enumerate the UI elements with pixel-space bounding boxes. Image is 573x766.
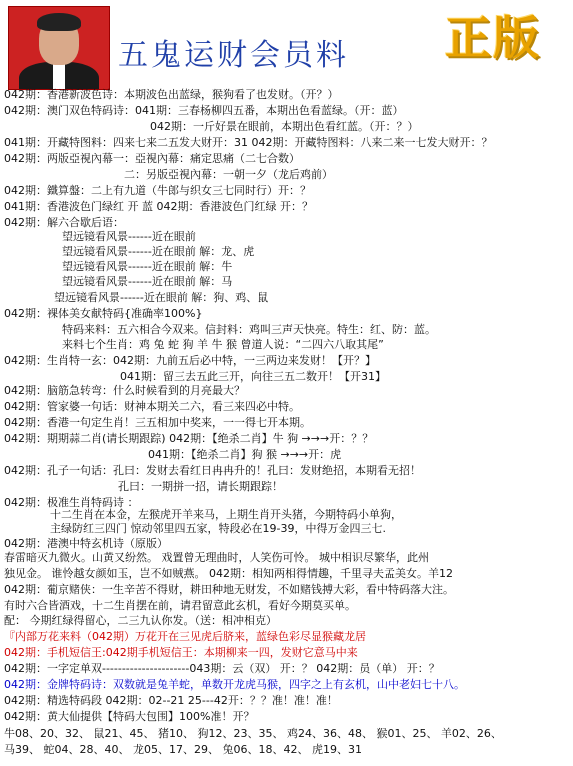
text-line: 望远镜看风景------近在眼前 解：龙、虎 — [62, 245, 255, 258]
genuine-badge: 正版 — [445, 11, 541, 65]
text-line: 孔曰：一期拼一招，请长期跟踪！ — [118, 480, 283, 493]
text-line: 042期：金牌特码诗：双数就是兔羊蛇，单数开龙虎马猴，四字之上有玄机，山中老妇七十八。 — [4, 678, 465, 691]
text-line: 042期：极准生肖特码诗 ： — [4, 496, 139, 509]
page-title: 五鬼运财会员料 — [118, 38, 349, 73]
text-line: 041期：香港波色门绿红 开 蓝 042期：香港波色门红绿 开：？ — [4, 200, 313, 213]
text-line: 041期：【绝杀二肖】狗 猴 →→→开：虎 — [148, 448, 342, 461]
text-line: 042期：黄大仙提供【特码大包围】100%准！开？ — [4, 710, 255, 723]
text-line: 二：另版亞視內幕：一朝一夕（龙后鸡前） — [124, 168, 333, 181]
text-line: 042期：手机短信王:042期手机短信王：本期柳来一四，发财它意马中来 — [4, 646, 358, 659]
text-line: 来料七个生肖：鸡 兔 蛇 狗 羊 牛 猴 曾道人说：“二四六八取其尾” — [62, 338, 384, 351]
text-line: 牛08、20、32、 鼠21、45、 猪10、 狗12、23、35、 鸡24、36、48、 猴01、25、 羊02、26、 — [4, 727, 502, 740]
text-line: 042期：澳门双色特码诗：041期：三春杨柳四五番，本期出色看蓝绿。（开：蓝） — [4, 104, 404, 117]
text-line: 042期：管家婆一句话：财神本期关二六，看三来四必中特。 — [4, 400, 300, 413]
text-line: 042期：鐵算盤：二上有九道（牛郎与织女三七同时行）开：？ — [4, 184, 311, 197]
text-line: 望远镜看风景------近在眼前 解：狗、鸡、鼠 — [54, 291, 269, 304]
text-line: 『内部万花来料（042期）万花开在三见虎后脐来，蓝绿色彩尽显猴藏龙居 — [4, 630, 366, 643]
text-line: 配： 今期红绿得留心，二三九认你发。（送：相冲相克） — [4, 614, 277, 627]
text-line: 主绿防红三四门 惊动邻里四五家，特段必在19-39，中得万金四三七. — [50, 522, 386, 535]
text-line: 042期：期期蒜二肖(请长期跟踪) 042期：【绝杀二肖】牛 狗 →→→开：？？ — [4, 432, 374, 445]
text-line: 042期：生肖特一玄：042期：九前五后必中特，一三两边来发财！【开？】 — [4, 354, 376, 367]
text-line: 望远镜看风景------近在眼前 — [62, 230, 196, 243]
text-line: 042期：解六合歇后语： — [4, 216, 124, 229]
text-line: 042期：香港一句定生肖！三五相加中奖来，一一得七开本期。 — [4, 416, 311, 429]
text-line: 042期：脑筋急转弯：什么时候看到的月亮最大？ — [4, 384, 245, 397]
text-line: 042期：葡京赌侠：一生辛苦不得财，耕田种地无财发，不如赌钱搏大彩，看中特码落大注。 — [4, 583, 454, 596]
portrait-photo — [8, 6, 110, 90]
text-line: 独见金。 谁怜越女颜如玉，岂不如贼燕。 042期：相知两相得情趣，千里寻夫孟美女。羊12 — [4, 567, 453, 580]
text-line: 042期：裸体美女献特码{准确率100%} — [4, 307, 203, 320]
text-line: 041期：开藏特图料：四来七来二五发大财开：31 042期：开藏特图料：八来二来一七发大财开：？ — [4, 136, 493, 149]
text-line: 春雷暗灭九微火。山黄又纷然。 戏置曾无理曲时，人笑伤可怜。 城中相识尽繁华，此州 — [4, 551, 429, 564]
text-line: 望远镜看风景------近在眼前 解：牛 — [62, 260, 233, 273]
text-line: 望远镜看风景------近在眼前 解：马 — [62, 275, 233, 288]
text-line: 马39、 蛇04、28、40、 龙05、17、29、 兔06、18、42、 虎19、31 — [4, 743, 362, 756]
text-line: 041期：留三去五此三开，向往三五二数开！【开31】 — [120, 370, 386, 383]
text-line: 042期：精选特码段 042期：02--21 25---42开：？？准！准！准！ — [4, 694, 338, 707]
text-line: 042期：两版亞視內幕一：亞視內幕：痛定思痛（二七合数） — [4, 152, 300, 165]
text-line: 十二生肖在本金，左猴虎开羊来马，上期生肖开头猪，今期特码小单狗， — [50, 508, 402, 521]
text-line: 042期：一斤好景在眼前，本期出色看红蓝。（开：？） — [150, 120, 419, 133]
text-line: 特码来料：五六相合今双来。信封料：鸡叫三声天快亮。特生：红、防：蓝。 — [62, 323, 436, 336]
text-line: 042期：港澳中特玄机诗（原版） — [4, 537, 168, 550]
text-line: 042期：香港新波色诗：本期波色出蓝绿，猴狗看了也发财。（开？） — [4, 88, 339, 101]
text-line: 有时六合皆酒戏，十二生肖摆在前，请君留意此玄机，看好今期莫买单。 — [4, 599, 356, 612]
text-line: 042期：一字定单双----------------------043期：云（双） 开：？ 042期：员（单） 开：？ — [4, 662, 440, 675]
text-line: 042期：孔子一句话：孔曰：发财去看红日冉冉升的！孔曰：发财绝招，本期看无招！ — [4, 464, 421, 477]
